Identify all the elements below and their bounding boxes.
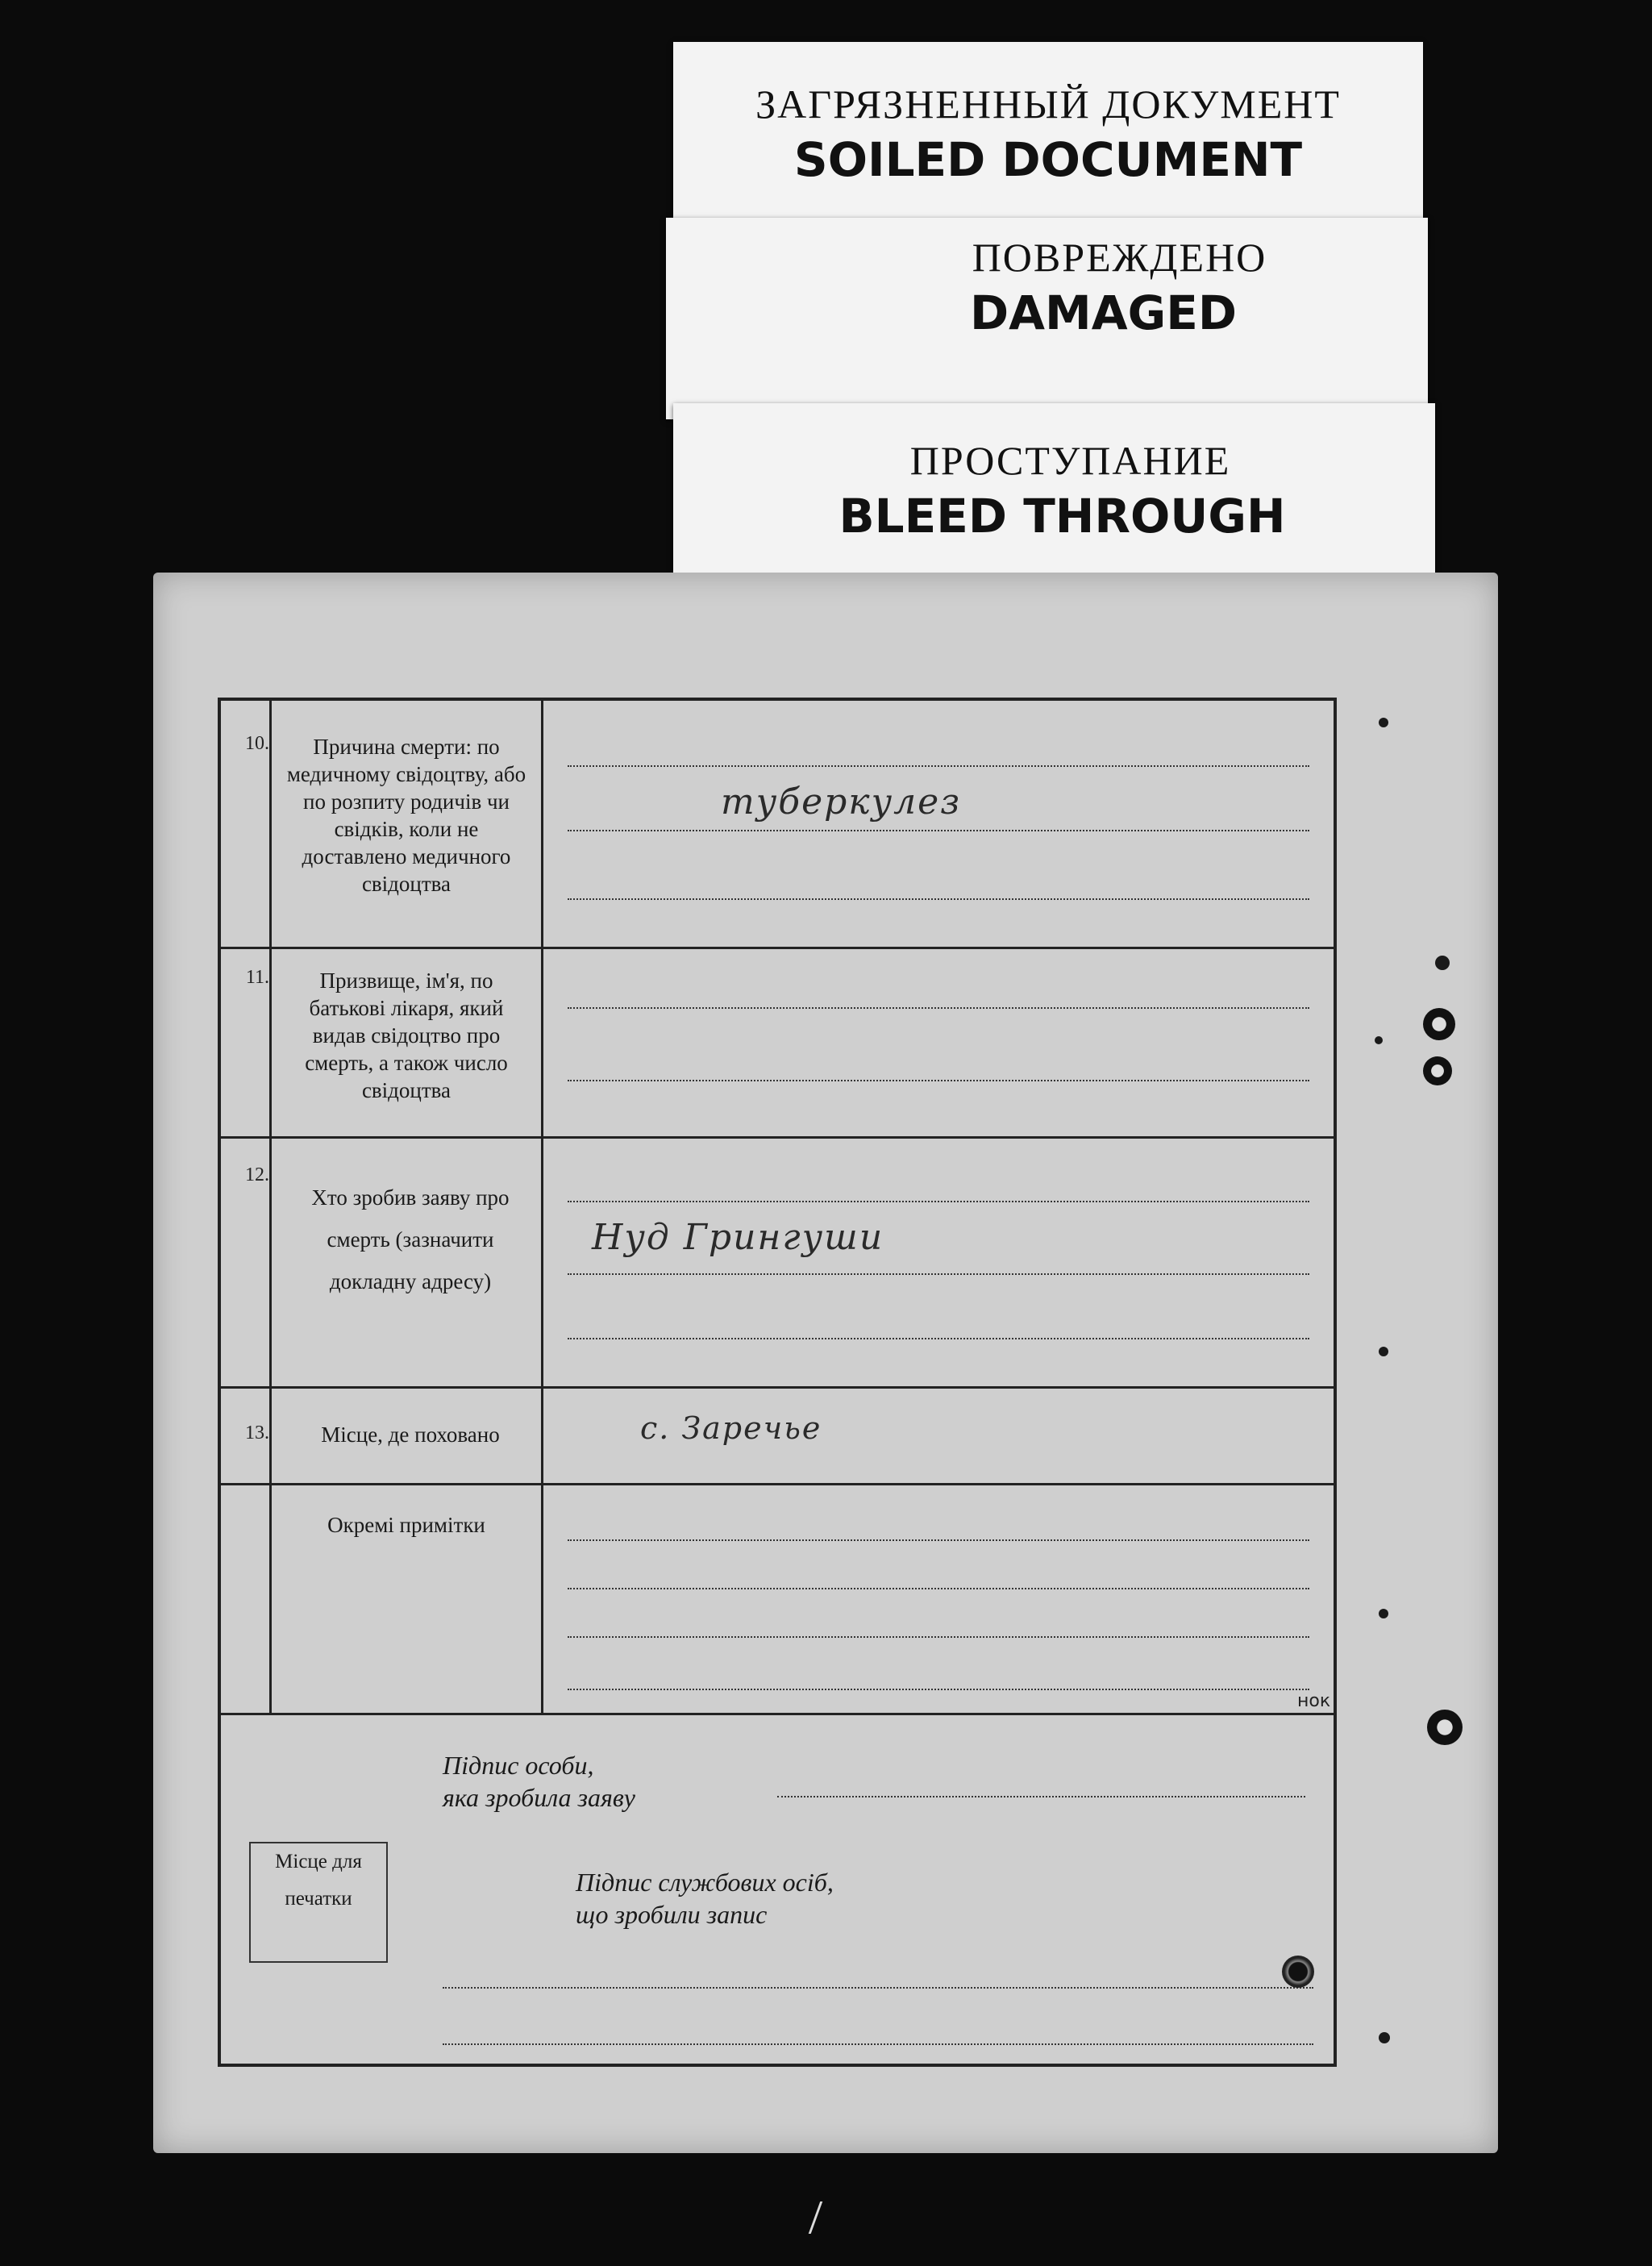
entry-line bbox=[568, 1201, 1309, 1202]
field-label-declarant: Хто зробив заяву про смерть (зазначити докладну адресу) bbox=[311, 1185, 510, 1293]
signature-line bbox=[777, 1796, 1305, 1797]
field-label-notes: Окремі примітки bbox=[327, 1513, 485, 1537]
tag-ru-label: ПОВРЕЖДЕНО bbox=[972, 235, 1267, 280]
row-number: 11. bbox=[245, 967, 269, 988]
signature-line bbox=[443, 1987, 1313, 1989]
entry-line bbox=[568, 1007, 1309, 1009]
stamp-place-box: Місце для печатки bbox=[249, 1842, 388, 1963]
soiled-document-tag bbox=[673, 42, 1423, 248]
entry-line bbox=[568, 1338, 1309, 1339]
bleed-through-tag bbox=[673, 403, 1435, 577]
signature-applicant-label: Підпис особи, яка зробила заяву bbox=[443, 1751, 635, 1812]
entry-line bbox=[568, 765, 1309, 767]
entry-line bbox=[568, 1689, 1309, 1690]
label-column-divider bbox=[541, 701, 543, 1713]
number-column-divider bbox=[269, 701, 272, 1713]
row-divider bbox=[221, 1713, 1334, 1715]
entry-line bbox=[568, 1636, 1309, 1638]
field-label-cause-of-death: Причина смерти: по медичному свідоцтву, або по розпиту родичів чи свідків, коли не доставлено медичного свідоцтва bbox=[286, 735, 526, 896]
entry-line bbox=[568, 1539, 1309, 1541]
entry-line bbox=[568, 1080, 1309, 1081]
tag-ru-label: ЗАГРЯЗНЕННЫЙ ДОКУМЕНТ bbox=[755, 81, 1341, 127]
handwritten-burial-place: с. Заречье bbox=[640, 1410, 822, 1446]
row-divider bbox=[221, 1386, 1334, 1389]
form-frame bbox=[218, 698, 1337, 2067]
handwritten-cause: туберкулез bbox=[721, 781, 962, 823]
tag-en-label: DAMAGED bbox=[969, 285, 1237, 340]
punch-hole bbox=[1282, 1956, 1314, 1988]
damaged-tag bbox=[666, 218, 1428, 419]
document-sheet bbox=[153, 573, 1498, 2153]
entry-line bbox=[568, 1588, 1309, 1589]
row-divider bbox=[221, 947, 1334, 949]
field-label-doctor: Призвище, ім'я, по батькові лікаря, який видав свідоцтво про смерть, а також число свідоцтва bbox=[305, 968, 508, 1102]
signature-officials-label: Підпис службових осіб, що зробили запис bbox=[576, 1868, 834, 1929]
row-divider bbox=[221, 1483, 1334, 1485]
tag-en-label: BLEED THROUGH bbox=[838, 489, 1286, 544]
corner-print-mark: нок bbox=[1297, 1691, 1331, 1711]
tag-ru-label: ПРОСТУПАНИЕ bbox=[909, 438, 1231, 483]
hole-speck bbox=[1375, 1036, 1383, 1044]
row-number: 13. bbox=[245, 1422, 269, 1443]
signature-line bbox=[443, 2043, 1313, 2045]
punch-hole bbox=[1423, 1056, 1452, 1085]
hole-speck bbox=[1379, 2032, 1390, 2043]
hole-speck bbox=[1379, 1347, 1388, 1356]
punch-hole bbox=[1427, 1710, 1463, 1745]
field-label-burial-place: Місце, де поховано bbox=[321, 1422, 500, 1447]
entry-line bbox=[568, 1273, 1309, 1275]
row-divider bbox=[221, 1136, 1334, 1139]
punch-hole bbox=[1423, 1008, 1455, 1040]
hole-speck bbox=[1379, 1609, 1388, 1618]
hole-speck bbox=[1379, 718, 1388, 727]
hole-speck bbox=[1435, 956, 1450, 970]
entry-line bbox=[568, 830, 1309, 831]
entry-line bbox=[568, 898, 1309, 900]
handwritten-declarant: Нуд Грингуши bbox=[592, 1217, 884, 1258]
page-mark bbox=[809, 2201, 834, 2234]
tag-en-label: SOILED DOCUMENT bbox=[793, 132, 1303, 187]
row-number: 12. bbox=[245, 1164, 269, 1185]
row-number: 10. bbox=[245, 733, 269, 754]
